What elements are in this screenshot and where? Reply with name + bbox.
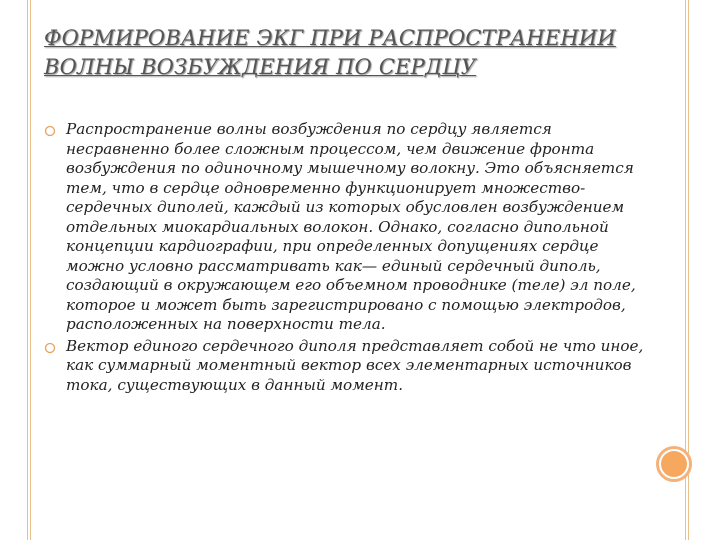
bullet-item: [44, 337, 659, 396]
bullet-text: Вектор единого сердечного диполя представляет собой не что иное, как суммарный моментный вектор всех элементарных источников тока, существующих в данный момент.: [66, 336, 644, 394]
bullet-item: [44, 120, 659, 335]
circle-bullet-icon: [44, 123, 56, 135]
bullet-list: [44, 120, 659, 395]
circle-bullet-icon: [44, 340, 56, 352]
left-frame-line: [27, 0, 31, 540]
bullet-text: Распространение волны возбуждения по сердцу является несравненно более сложным процессом, чем движение фронта возбуждения по одиночному мышечному волокну. Это объясняется тем, что в сердце одновременно функционирует множество-сердечных диполей, каждый из которых обусловлен возбуждением отдельных миокардиальных волокон. Однако, согласно дипольной концепции кардиографии, при определенных допущениях сердце можно условно рассматривать как— единый сердечный диполь, создающий в окружающем его объемном проводнике (теле) эл поле, которое и может быть зарегистрировано с помощью электродов, расположенных на поверхности тела.: [66, 120, 636, 333]
slide-title: ФОРМИРОВАНИЕ ЭКГ ПРИ РАСПРОСТРАНЕНИИ ВОЛНЫ ВОЗБУЖДЕНИЯ ПО СЕРДЦУ: [44, 26, 616, 79]
decorative-dot: [661, 451, 687, 477]
